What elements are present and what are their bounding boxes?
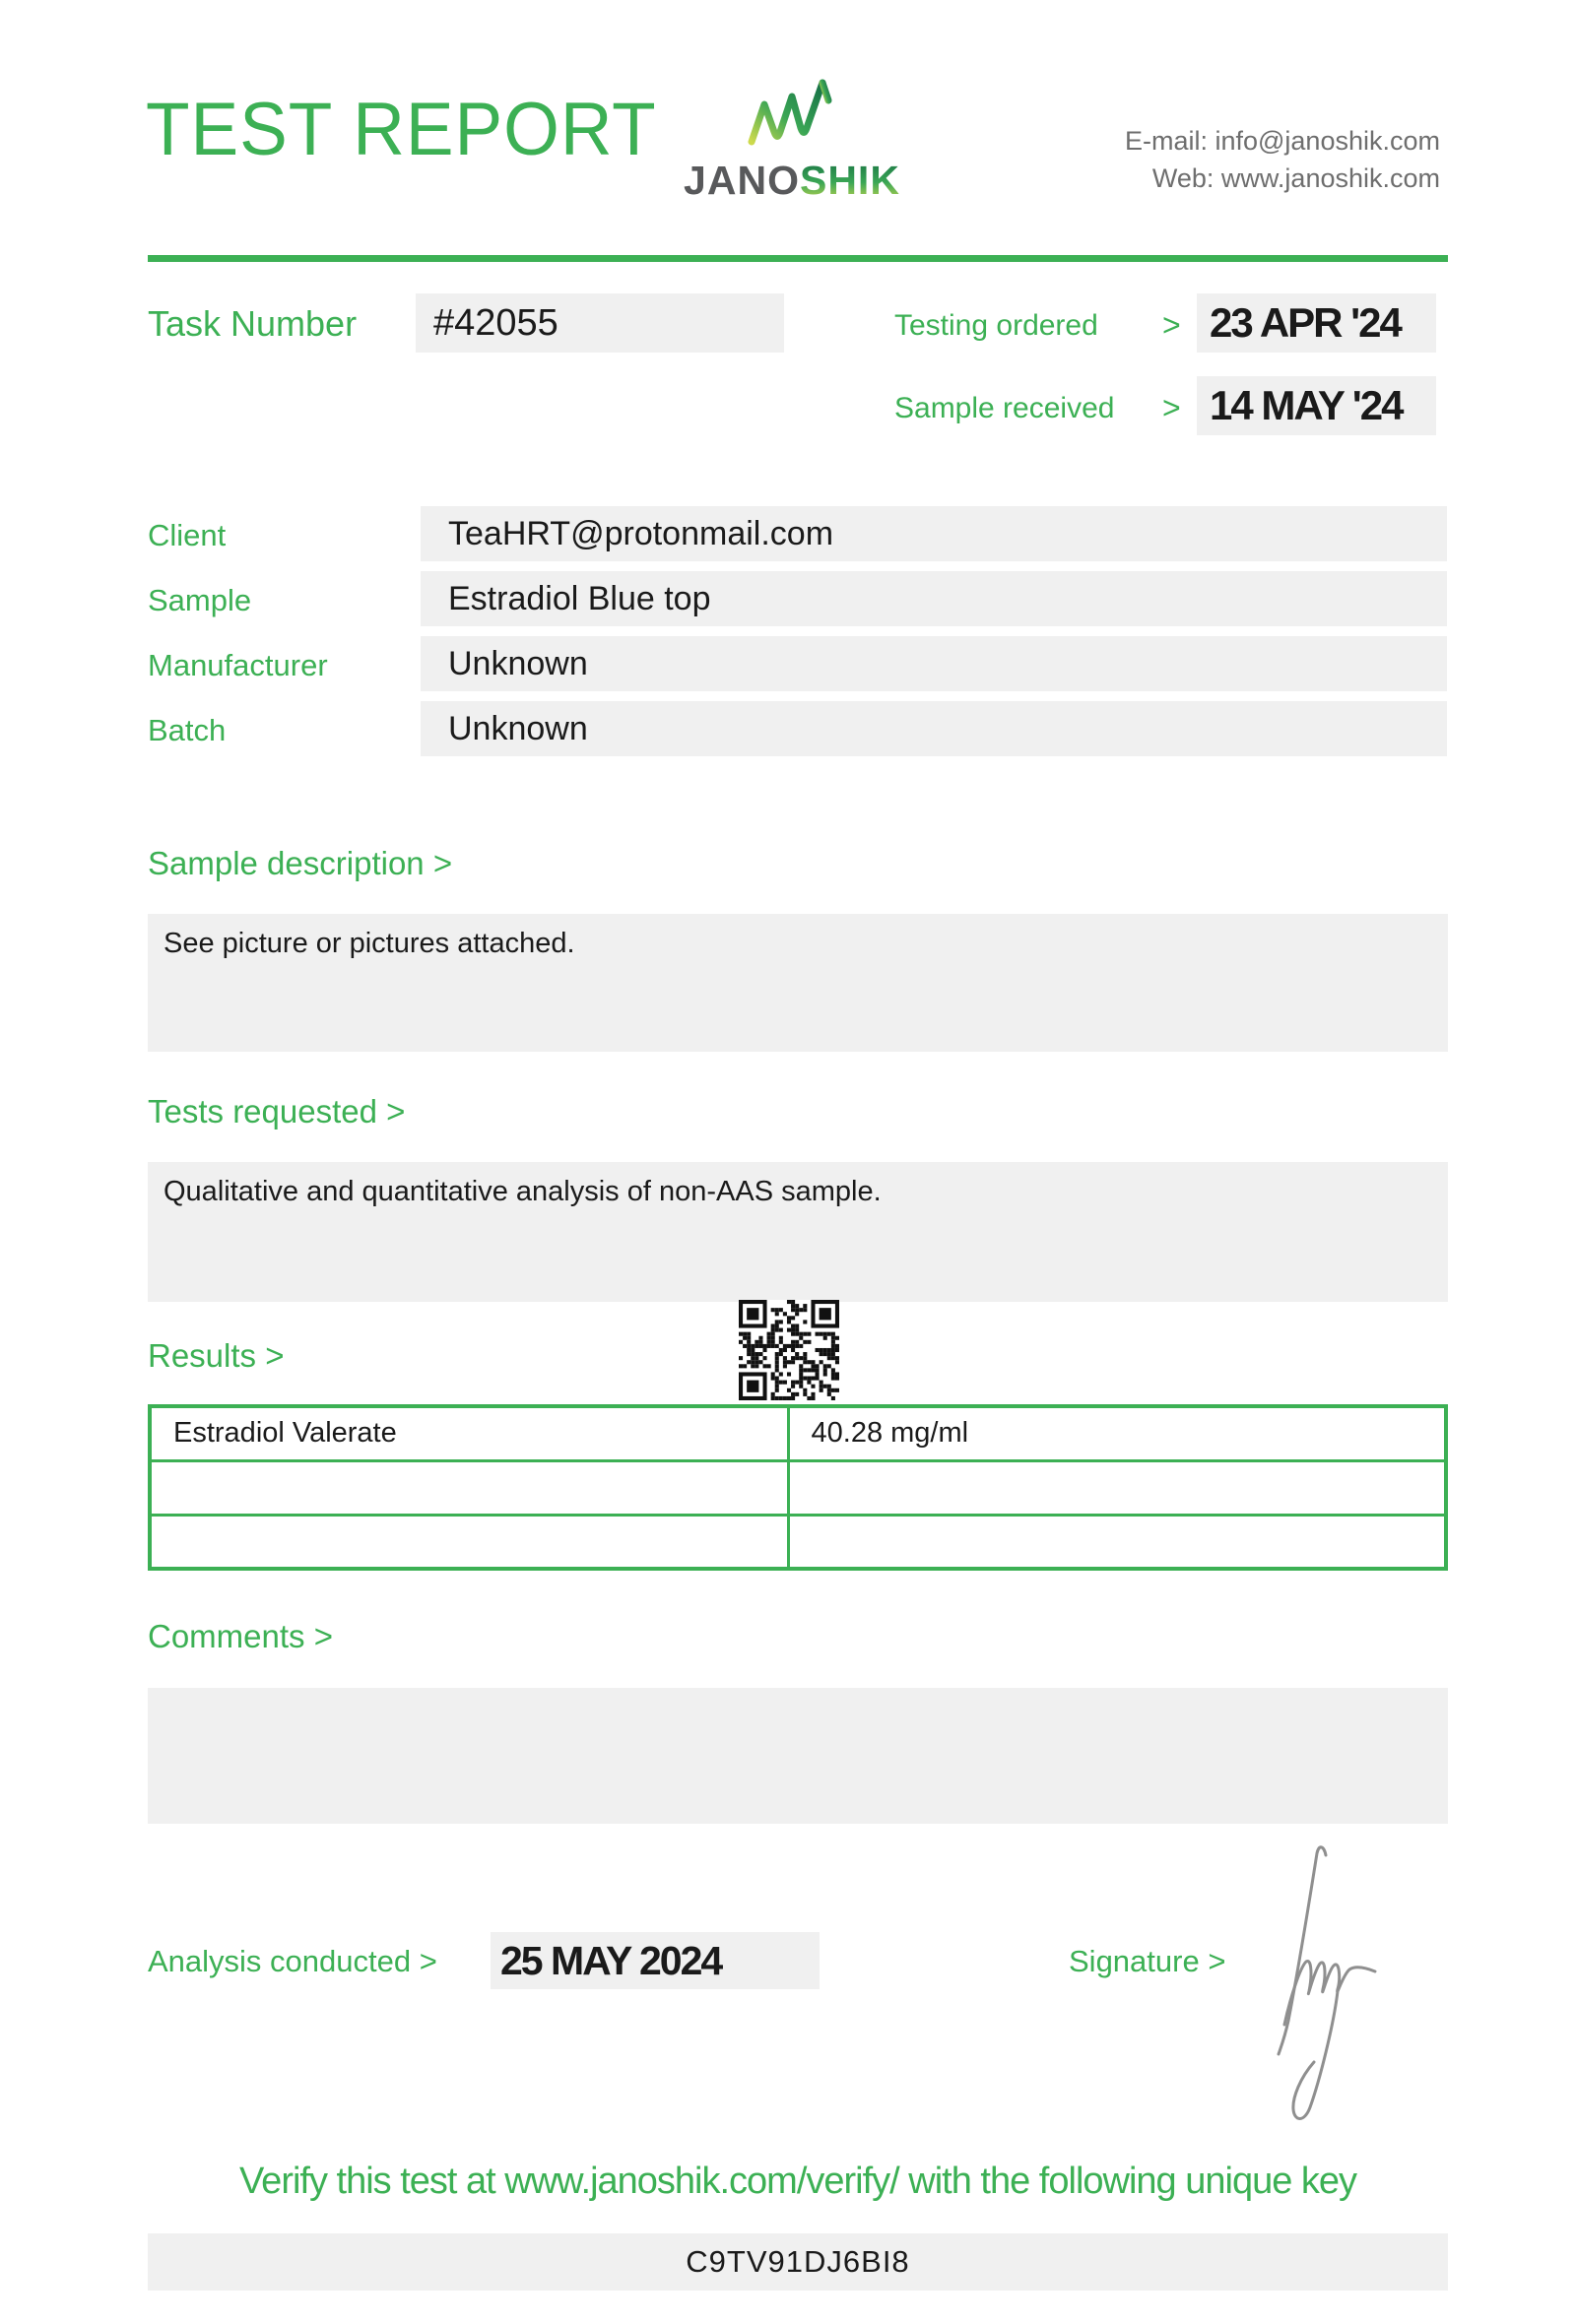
testing-ordered-value: 23 APR '24 bbox=[1197, 293, 1436, 353]
verify-instruction[interactable]: Verify this test at www.janoshik.com/verify/ with the following unique key bbox=[238, 2161, 1357, 2202]
testing-ordered-label: Testing ordered bbox=[894, 309, 1098, 342]
logo-wordmark bbox=[682, 158, 902, 204]
table-row bbox=[150, 1515, 1446, 1569]
sample-value: Estradiol Blue top bbox=[421, 571, 1447, 626]
sample-received-arrow-icon: > bbox=[1162, 390, 1181, 425]
testing-ordered-arrow-icon: > bbox=[1162, 307, 1181, 343]
task-number-value: #42055 bbox=[416, 293, 784, 353]
result-value-cell: 40.28 mg/ml bbox=[788, 1406, 1446, 1460]
logo-text-jano: JANO bbox=[684, 158, 800, 203]
page-title: TEST REPORT bbox=[146, 88, 657, 171]
verify-key: C9TV91DJ6BI8 bbox=[148, 2233, 1448, 2291]
tests-requested-heading: Tests requested > bbox=[148, 1093, 406, 1130]
result-value-cell bbox=[788, 1460, 1446, 1515]
result-value-cell bbox=[788, 1515, 1446, 1569]
signature-scribble bbox=[1259, 1832, 1421, 2137]
signature-label: Signature > bbox=[1069, 1944, 1226, 1978]
tests-requested-box bbox=[148, 1162, 1448, 1302]
sample-received-value: 14 MAY '24 bbox=[1197, 376, 1436, 435]
table-row bbox=[150, 1406, 1446, 1460]
results-table bbox=[148, 1404, 1448, 1571]
qr-code bbox=[739, 1300, 839, 1400]
growth-chart-icon bbox=[747, 71, 837, 154]
task-number-label: Task Number bbox=[148, 303, 358, 344]
header-divider bbox=[148, 255, 1448, 262]
comments-heading: Comments > bbox=[148, 1618, 333, 1654]
sample-description-heading: Sample description > bbox=[148, 845, 453, 881]
client-value: TeaHRT@protonmail.com bbox=[421, 506, 1447, 561]
logo-text-shik: SHIK bbox=[799, 158, 900, 203]
contact-block bbox=[1125, 122, 1440, 197]
analysis-conducted-value: 25 MAY 2024 bbox=[491, 1932, 820, 1989]
batch-value: Unknown bbox=[421, 701, 1447, 756]
table-row bbox=[150, 1460, 1446, 1515]
contact-email[interactable]: E-mail: info@janoshik.com bbox=[1124, 126, 1440, 156]
result-analyte-cell bbox=[150, 1515, 788, 1569]
result-analyte-cell: Estradiol Valerate bbox=[150, 1406, 788, 1460]
janoshik-logo bbox=[682, 71, 902, 204]
sample-description-text: See picture or pictures attached. bbox=[164, 928, 575, 959]
analysis-conducted-label: Analysis conducted > bbox=[148, 1944, 437, 1978]
tests-requested-text: Qualitative and quantitative analysis of non-AAS sample. bbox=[164, 1176, 882, 1207]
sample-received-label: Sample received bbox=[894, 392, 1115, 424]
sample-description-box bbox=[148, 914, 1448, 1052]
manufacturer-value: Unknown bbox=[421, 636, 1447, 691]
batch-label: Batch bbox=[148, 713, 227, 747]
result-analyte-cell bbox=[150, 1460, 788, 1515]
comments-box bbox=[148, 1688, 1448, 1824]
results-heading: Results > bbox=[148, 1337, 285, 1374]
client-label: Client bbox=[148, 518, 227, 552]
contact-web[interactable]: Web: www.janoshik.com bbox=[1151, 163, 1440, 193]
sample-label: Sample bbox=[148, 583, 252, 617]
manufacturer-label: Manufacturer bbox=[148, 648, 328, 682]
